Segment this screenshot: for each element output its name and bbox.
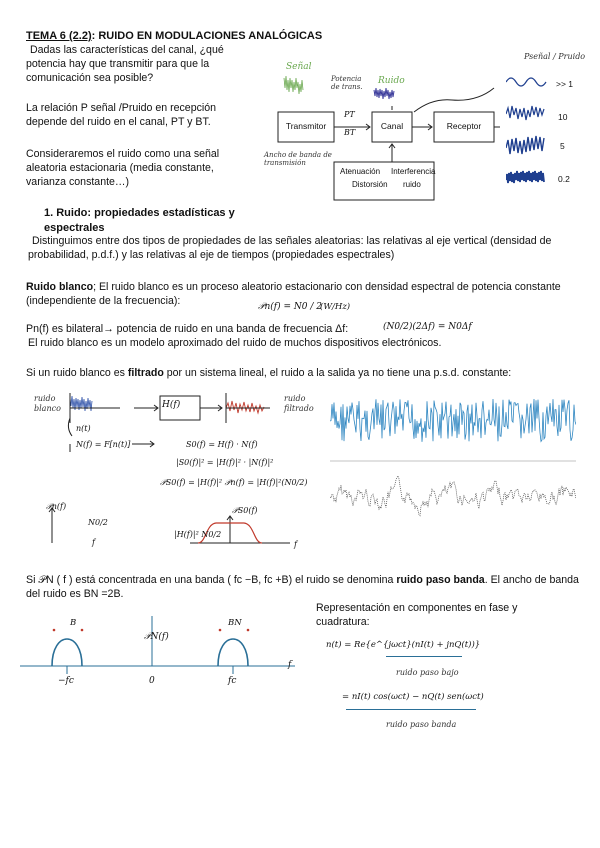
pt-label: PT	[344, 110, 355, 119]
pos-band-curve	[218, 639, 248, 666]
distortion-label: Distorsión	[352, 180, 388, 189]
ratio-value-1: >> 1	[556, 79, 574, 89]
signal-label: Señal	[286, 62, 312, 72]
bandpass-underline	[346, 709, 476, 710]
psd-out-label: 𝒫S0(f)	[232, 506, 258, 515]
noise-wave-icon	[374, 88, 394, 99]
ratio-waves-svg	[506, 70, 548, 195]
section1-paragraph: Distinguimos entre dos tipos de propiedades de las señales aleatorias: las relativas al eje vertical (densidad de probabilidad, p.d.f.) y las relativas al eje de tiempos (propiedades espectrales)	[28, 235, 552, 262]
title-rest: : RUIDO EN MODULACIONES ANALÓGICAS	[91, 30, 323, 42]
output-noise-trace	[226, 401, 264, 413]
eq-bandpass: = nI(t) cos(ωct) − nQ(t) sen(ωct)	[342, 692, 484, 702]
transmitter-label: Transmitor	[285, 121, 327, 131]
psd-in-label: 𝒫n(f)	[46, 502, 67, 511]
eq-S0-squared: |S0(f)|² = |H(f)|² · |N(f)|²	[176, 458, 274, 467]
noise-power-formula: (N0/2)(2Δf) = N0Δf	[383, 322, 472, 332]
neg-fc-label: −fc	[58, 676, 74, 686]
filtered-noise-trace	[330, 476, 576, 516]
psd-f-label: f	[92, 538, 95, 547]
wave-snr-10	[506, 106, 544, 120]
band-b-label: B	[70, 618, 77, 628]
intro-consider: Consideraremos el ruido como una señal aleatoria estacionaria (media constante, varianza constante…)	[26, 148, 220, 189]
filter-label: H(f)	[162, 400, 181, 410]
bandpass-intro	[26, 573, 586, 601]
input-noise-label: ruido blanco	[34, 394, 61, 413]
marker-right-b	[247, 629, 250, 632]
bandpass-suffix: . El ancho de banda del ruido es BN =2B.	[26, 574, 579, 601]
noise-impairment-label: ruido	[403, 180, 421, 189]
white-noise-model: El ruido blanco es un modelo aproximado del ruido de muchos dispositivos electrónicos.	[28, 337, 442, 349]
f-axis-label: f	[288, 660, 292, 670]
psd-level-label: N0/2	[88, 518, 108, 527]
output-noise-label: ruido filtrado	[284, 394, 314, 413]
ratio-header: Pseñal / Pruido	[524, 52, 586, 61]
filtered-intro	[26, 366, 586, 380]
intro-relation: La relación P señal /Pruido en recepción depende del ruido en el canal, PT y BT.	[26, 102, 217, 129]
wave-snr-0-2	[506, 171, 544, 183]
marker-right-a	[219, 629, 222, 632]
eq-n-t: n(t)	[76, 424, 91, 433]
wave-high-snr	[506, 78, 546, 86]
psd-out-f-label: f	[294, 540, 297, 549]
marker-left-b	[81, 629, 84, 632]
white-noise-trace	[330, 399, 576, 442]
bilateral-text: Pn(f) es bilateral→ potencia de ruido en una banda de frecuencia Δf:	[26, 323, 349, 335]
filtered-prefix: Si un ruido blanco es	[26, 367, 128, 379]
components-title: Representación en componentes en fase y cuadratura:	[316, 602, 518, 629]
eq-psd-out: 𝒫S0(f) = |H(f)|² 𝒫n(f) = |H(f)|²(N0/2)	[160, 478, 308, 487]
lowpass-underline	[386, 656, 462, 657]
page-title	[26, 29, 322, 44]
eq-lowpass: n(t) = Re{e^{jωct}(nI(t) + jnQ(t))}	[326, 640, 481, 650]
lowpass-label: ruido paso bajo	[396, 668, 459, 677]
intro-question: Dadas las características del canal, ¿qué potencia hay que transmitir para que la comunicación sea posible?	[26, 44, 224, 85]
filtered-term: filtrado	[127, 367, 164, 379]
ratio-value-4: 0.2	[558, 174, 570, 184]
zero-label: 0	[149, 676, 155, 686]
bandpass-label: ruido paso banda	[386, 720, 457, 729]
ratio-value-3: 5	[560, 141, 565, 151]
filtered-suffix: por un sistema lineal, el ruido a la salida ya no tiene una p.s.d. constante:	[163, 367, 512, 379]
title-prefix: TEMA 6 (2.2)	[26, 30, 92, 42]
bandpass-psd-label: 𝒫N(f)	[144, 632, 169, 642]
interference-label: Interferencia	[391, 167, 436, 176]
power-label: Potencia de trans.	[331, 75, 363, 91]
noise-traces-svg	[330, 385, 576, 535]
eq-S0-f: S0(f) = H(f) · N(f)	[186, 440, 258, 449]
section1-heading: 1. Ruido: propiedades estadísticas y espectrales	[44, 207, 235, 234]
ratio-value-2: 10	[558, 112, 568, 122]
noise-label: Ruido	[378, 76, 405, 86]
band-bn-label: BN	[228, 618, 242, 628]
noise-traces	[330, 385, 576, 535]
neg-band-curve	[52, 639, 82, 666]
white-noise-units: (W/Hz)	[320, 302, 351, 312]
bandwidth-label: Ancho de banda de transmisión	[264, 151, 332, 167]
ratio-waves	[506, 70, 548, 195]
channel-label: Canal	[380, 121, 404, 131]
receiver-label: Receptor	[446, 121, 482, 131]
signal-wave-icon	[284, 76, 303, 94]
input-noise-trace	[70, 396, 92, 411]
psd-shaped-label: |H(f)|² N0/2	[174, 530, 222, 539]
pos-fc-label: fc	[228, 676, 237, 686]
white-noise-term: Ruido blanco	[26, 281, 94, 293]
marker-left-a	[53, 629, 56, 632]
eq-N-f: N(f) = F[n(t)]	[76, 440, 131, 449]
attenuation-label: Atenuación	[340, 167, 381, 176]
bt-label: BT	[344, 128, 356, 137]
white-noise-text: ; El ruido blanco es un proceso aleatorio estacionario con densidad espectral de potencia constante (independiente de la frecuencia):	[26, 281, 561, 308]
bandpass-term: ruido paso banda	[396, 574, 485, 586]
white-noise-formula: 𝒫n(f) = N0 / 2	[258, 302, 322, 312]
wave-snr-5	[506, 136, 544, 154]
bandpass-prefix: Si 𝒫N ( f ) está concentrada en una banda ( fc −B, fc +B) el ruido se denomina	[26, 574, 397, 586]
